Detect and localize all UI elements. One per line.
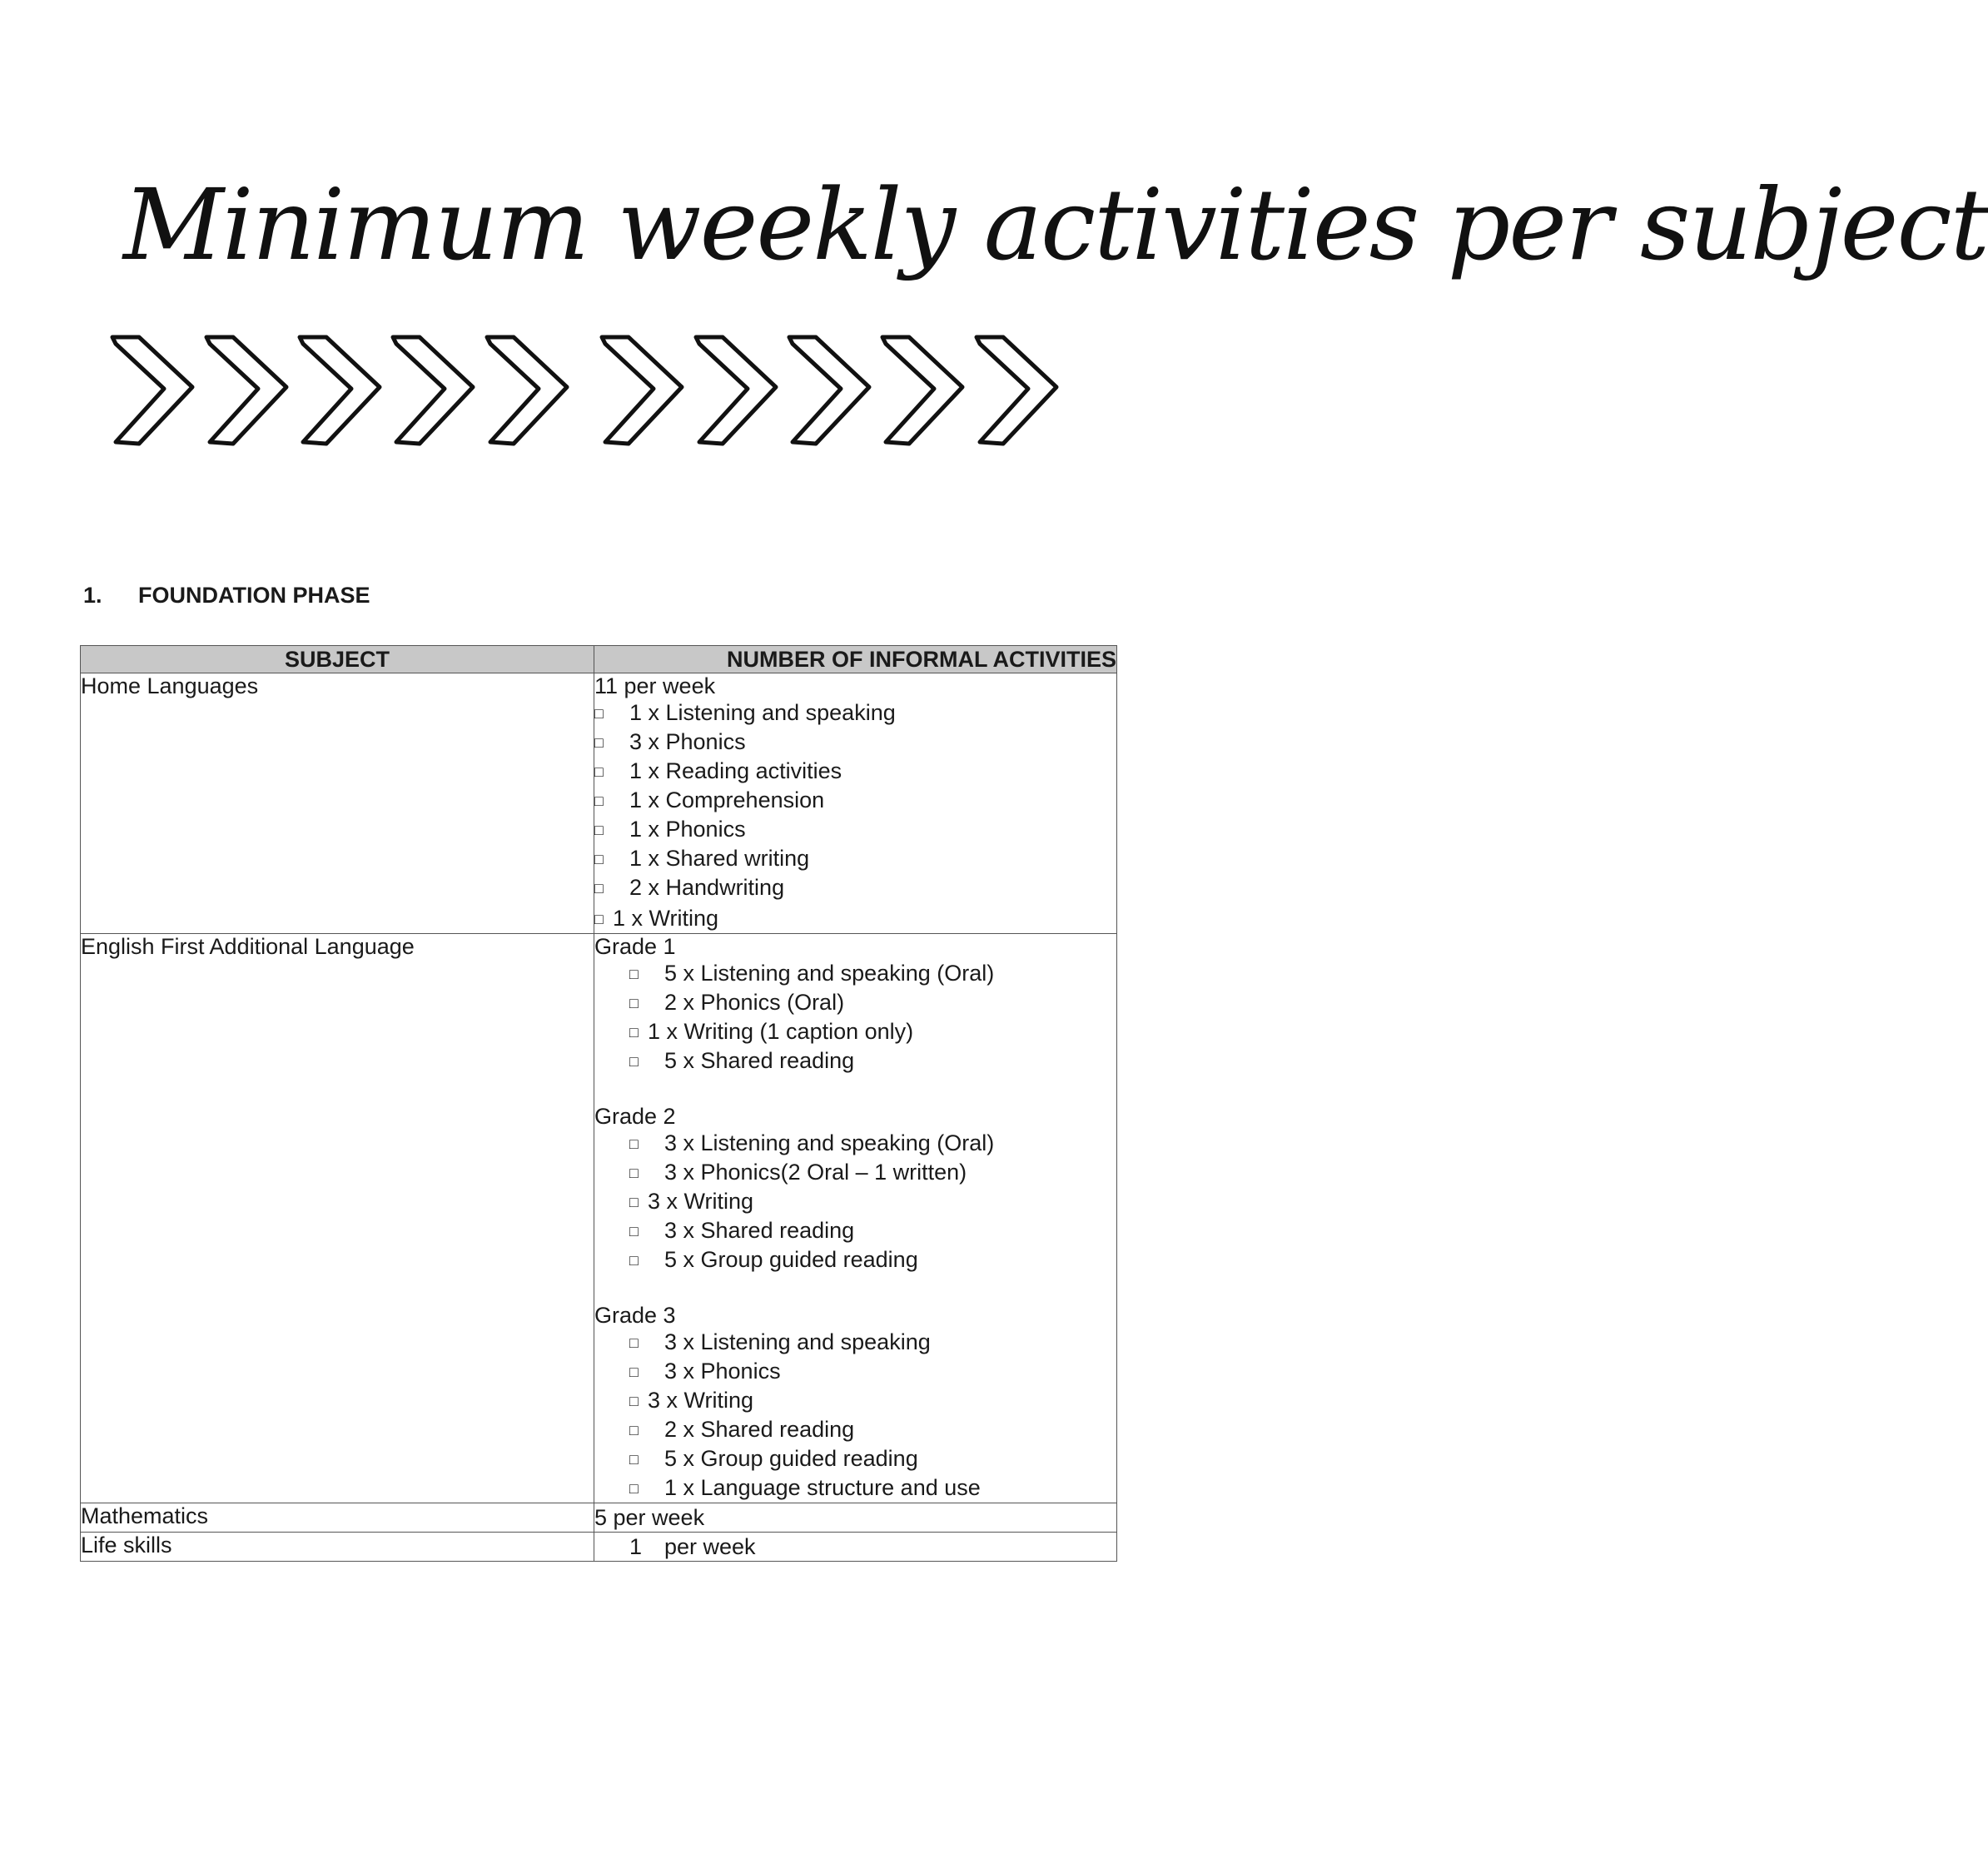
subject-mathematics: Mathematics	[81, 1503, 594, 1533]
activities-life-skills	[594, 1533, 1117, 1562]
list-item: □ 2 x Shared reading	[629, 1415, 1116, 1444]
list-item: □ 5 x Listening and speaking (Oral)	[629, 959, 1116, 988]
section-label: FOUNDATION PHASE	[138, 583, 370, 608]
list-item: □ 1 x Writing	[594, 902, 1116, 933]
bullet-icon: □	[594, 880, 604, 897]
bullet-icon: □	[594, 792, 604, 809]
chevron-arrow-icon	[789, 337, 869, 444]
chevron-arrow-icon	[112, 337, 192, 444]
table-row	[81, 1503, 1117, 1533]
bullet-icon: □	[629, 1451, 639, 1468]
header-subject: SUBJECT	[81, 646, 594, 673]
list-item: □ 5 x Group guided reading	[629, 1444, 1116, 1473]
grade-label: Grade 1	[594, 934, 676, 959]
chevron-row-decor	[0, 0, 1988, 533]
bullet-icon: □	[594, 911, 604, 927]
list-item: □ 5 x Shared reading	[629, 1046, 1116, 1076]
bullet-icon: □	[629, 1053, 639, 1070]
bullet-icon: □	[594, 705, 604, 722]
list-item: □ 1 x Listening and speaking	[594, 698, 1116, 728]
list-item: □ 2 x Phonics (Oral)	[629, 988, 1116, 1017]
chevron-arrow-icon	[602, 337, 682, 444]
chevron-arrow-icon	[206, 337, 286, 444]
list-item: □ 3 x Shared reading	[629, 1216, 1116, 1245]
bullet-icon: □	[594, 734, 604, 751]
grade-label: Grade 3	[594, 1303, 676, 1328]
grade-label: Grade 2	[594, 1104, 676, 1129]
list-item: □ 2 x Handwriting	[594, 873, 1116, 902]
section-number: 1.	[83, 583, 102, 608]
activities-efal	[594, 934, 1117, 1503]
list-item: □ 5 x Group guided reading	[629, 1245, 1116, 1274]
bullet-icon: □	[629, 1194, 639, 1210]
bullet-icon: □	[629, 1393, 639, 1409]
bullet-icon: □	[629, 1334, 639, 1351]
bullet-icon: □	[629, 1422, 639, 1438]
bullet-icon: □	[629, 1223, 639, 1240]
list-item: □ 3 x Phonics	[594, 728, 1116, 757]
list-item: □ 1 x Language structure and use	[629, 1473, 1116, 1503]
page-title: Minimum weekly activities per subject	[123, 167, 1988, 282]
table-header-row	[81, 646, 1117, 673]
list-item: □ 1 x Comprehension	[594, 786, 1116, 815]
list-item: □ 3 x Listening and speaking (Oral)	[629, 1129, 1116, 1158]
chevron-arrow-icon	[696, 337, 776, 444]
chevron-arrow-icon	[487, 337, 567, 444]
bullet-icon: □	[629, 1165, 639, 1181]
activities-home-languages	[594, 673, 1117, 934]
list-item: □ 3 x Phonics(2 Oral – 1 written)	[629, 1158, 1116, 1187]
bullet-icon: □	[629, 1024, 639, 1041]
subject-home-languages: Home Languages	[81, 673, 594, 934]
bullet-icon: □	[629, 1135, 639, 1152]
list-item: □ 3 x Listening and speaking	[629, 1328, 1116, 1357]
bullet-icon: □	[629, 1252, 639, 1269]
bullet-icon: □	[629, 995, 639, 1011]
list-item: □ 1 x Phonics	[594, 815, 1116, 844]
section-heading	[83, 583, 370, 609]
list-item: □ 1 x Reading activities	[594, 757, 1116, 786]
activities-mathematics: 5 per week	[594, 1503, 1117, 1533]
table-row	[81, 934, 1117, 1503]
table-row	[81, 673, 1117, 934]
bullet-icon: □	[629, 1364, 639, 1380]
header-activities: NUMBER OF INFORMAL ACTIVITIES	[594, 646, 1117, 673]
bullet-icon: □	[594, 822, 604, 838]
bullet-icon: □	[594, 851, 604, 867]
list-item: □ 1 x Shared writing	[594, 844, 1116, 873]
chevron-arrow-icon	[300, 337, 380, 444]
life-skills-number: 1	[629, 1534, 643, 1559]
life-skills-value: per week	[664, 1534, 756, 1559]
list-item: □ 3 x Writing	[629, 1187, 1116, 1216]
subject-life-skills: Life skills	[81, 1533, 594, 1562]
bullet-icon: □	[629, 966, 639, 982]
chevron-arrow-icon	[393, 337, 473, 444]
chevron-arrow-icon	[977, 337, 1056, 444]
table-row	[81, 1533, 1117, 1562]
list-item: □ 3 x Writing	[629, 1386, 1116, 1415]
subject-efal: English First Additional Language	[81, 934, 594, 1503]
summary: 11 per week	[594, 673, 716, 698]
chevron-arrow-icon	[882, 337, 962, 444]
activities-table	[80, 645, 1117, 1562]
list-item: □ 3 x Phonics	[629, 1357, 1116, 1386]
bullet-icon: □	[629, 1480, 639, 1497]
list-item: □ 1 x Writing (1 caption only)	[629, 1017, 1116, 1046]
bullet-icon: □	[594, 763, 604, 780]
